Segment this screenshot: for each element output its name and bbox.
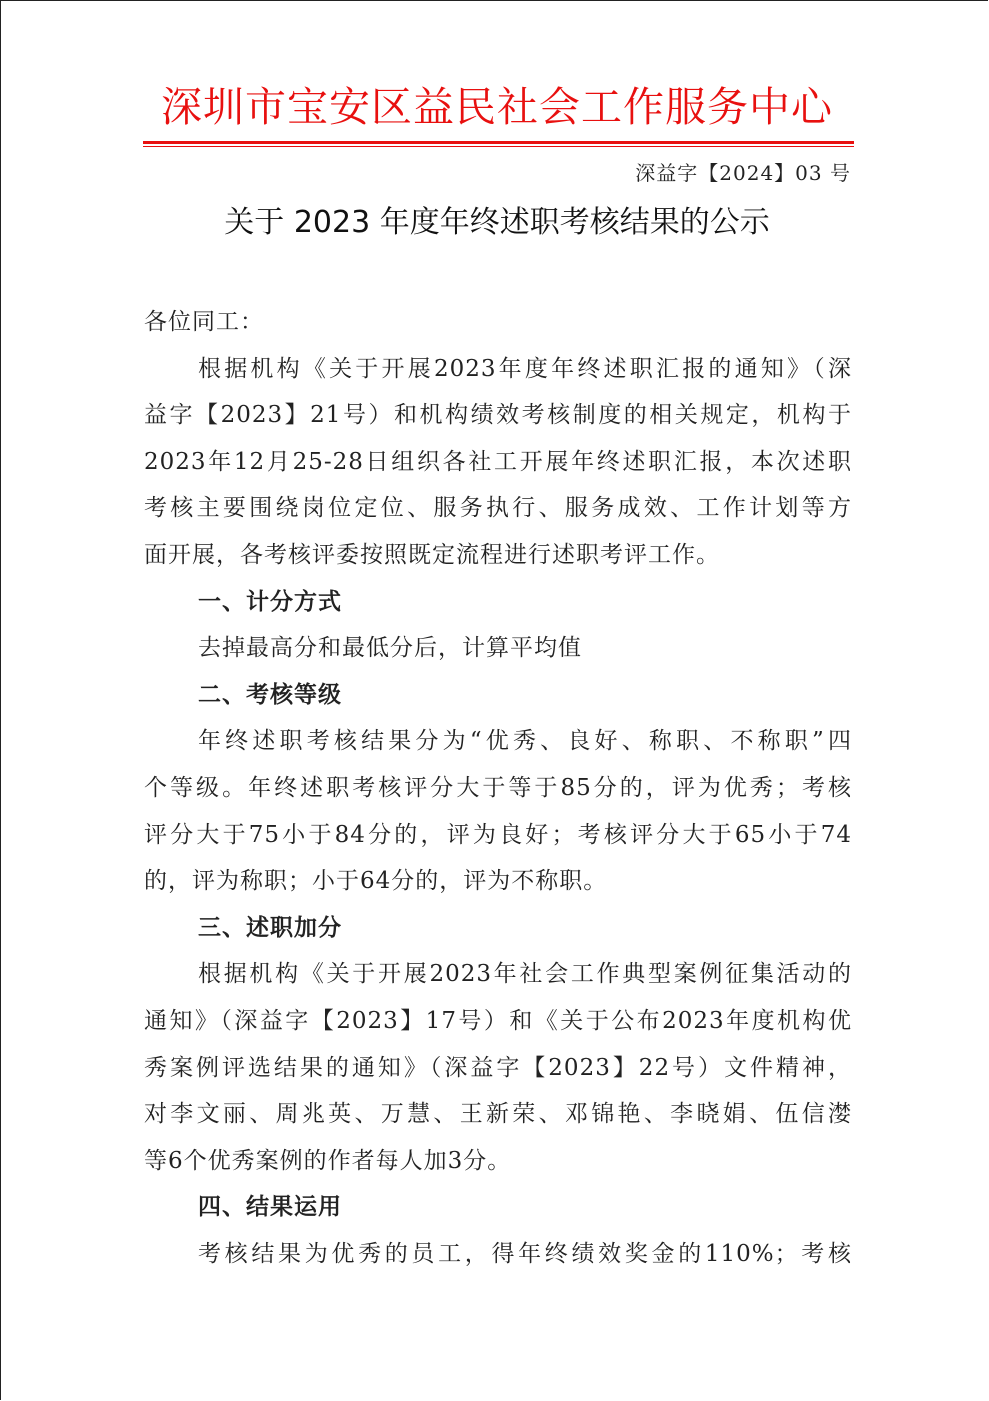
- section-heading-scoring: 一、计分方式: [198, 588, 342, 615]
- intro-line: 面开展，各考核评委按照既定流程进行述职考评工作。: [144, 541, 720, 568]
- section-line: 年终述职考核结果分为“优秀、良好、称职、不称职”四: [198, 728, 852, 755]
- section-heading-bonus: 三、述职加分: [198, 914, 342, 941]
- section-line: 考核结果为优秀的员工，得年终绩效奖金的110%；考核: [198, 1240, 852, 1267]
- section-line: 去掉最高分和最低分后，计算平均值: [198, 635, 582, 662]
- section-line: 对李文丽、周兆英、万慧、王新荣、邓锦艳、李晓娟、伍信漤: [144, 1101, 852, 1128]
- organization-letterhead: 深圳市宝安区益民社会工作服务中心: [161, 83, 833, 131]
- document-title: 关于 2023 年度年终述职考核结果的公示: [224, 205, 770, 240]
- section-line: 评分大于75小于84分的，评为良好；考核评分大于65小于74: [144, 821, 852, 848]
- salutation: 各位同工：: [144, 309, 264, 335]
- section-line: 通知》（深益字【2023】17号）和《关于公布2023年度机构优: [144, 1007, 852, 1034]
- document-number: 深益字【2024】03 号: [635, 161, 851, 185]
- letterhead-rule-thin: [143, 146, 854, 147]
- intro-line: 2023年12月25-28日组织各社工开展年终述职汇报，本次述职: [144, 448, 852, 475]
- section-line: 的，评为称职；小于64分的，评为不称职。: [144, 868, 608, 895]
- section-line: 等6个优秀案例的作者每人加3分。: [144, 1147, 512, 1174]
- intro-line: 益字【2023】21号）和机构绩效考核制度的相关规定，机构于: [144, 402, 852, 429]
- intro-line: 考核主要围绕岗位定位、服务执行、服务成效、工作计划等方: [144, 495, 852, 522]
- section-line: 个等级。年终述职考核评分大于等于85分的，评为优秀；考核: [144, 774, 852, 801]
- section-line: 秀案例评选结果的通知》（深益字【2023】22号）文件精神，: [144, 1054, 852, 1081]
- section-line: 根据机构《关于开展2023年社会工作典型案例征集活动的: [198, 961, 852, 988]
- section-heading-grades: 二、考核等级: [198, 681, 342, 708]
- document-body: [144, 299, 852, 1277]
- section-heading-results: 四、结果运用: [198, 1194, 342, 1221]
- letterhead-rule-thick: [143, 141, 854, 144]
- intro-line: 根据机构《关于开展2023年度年终述职汇报的通知》（深: [198, 355, 852, 382]
